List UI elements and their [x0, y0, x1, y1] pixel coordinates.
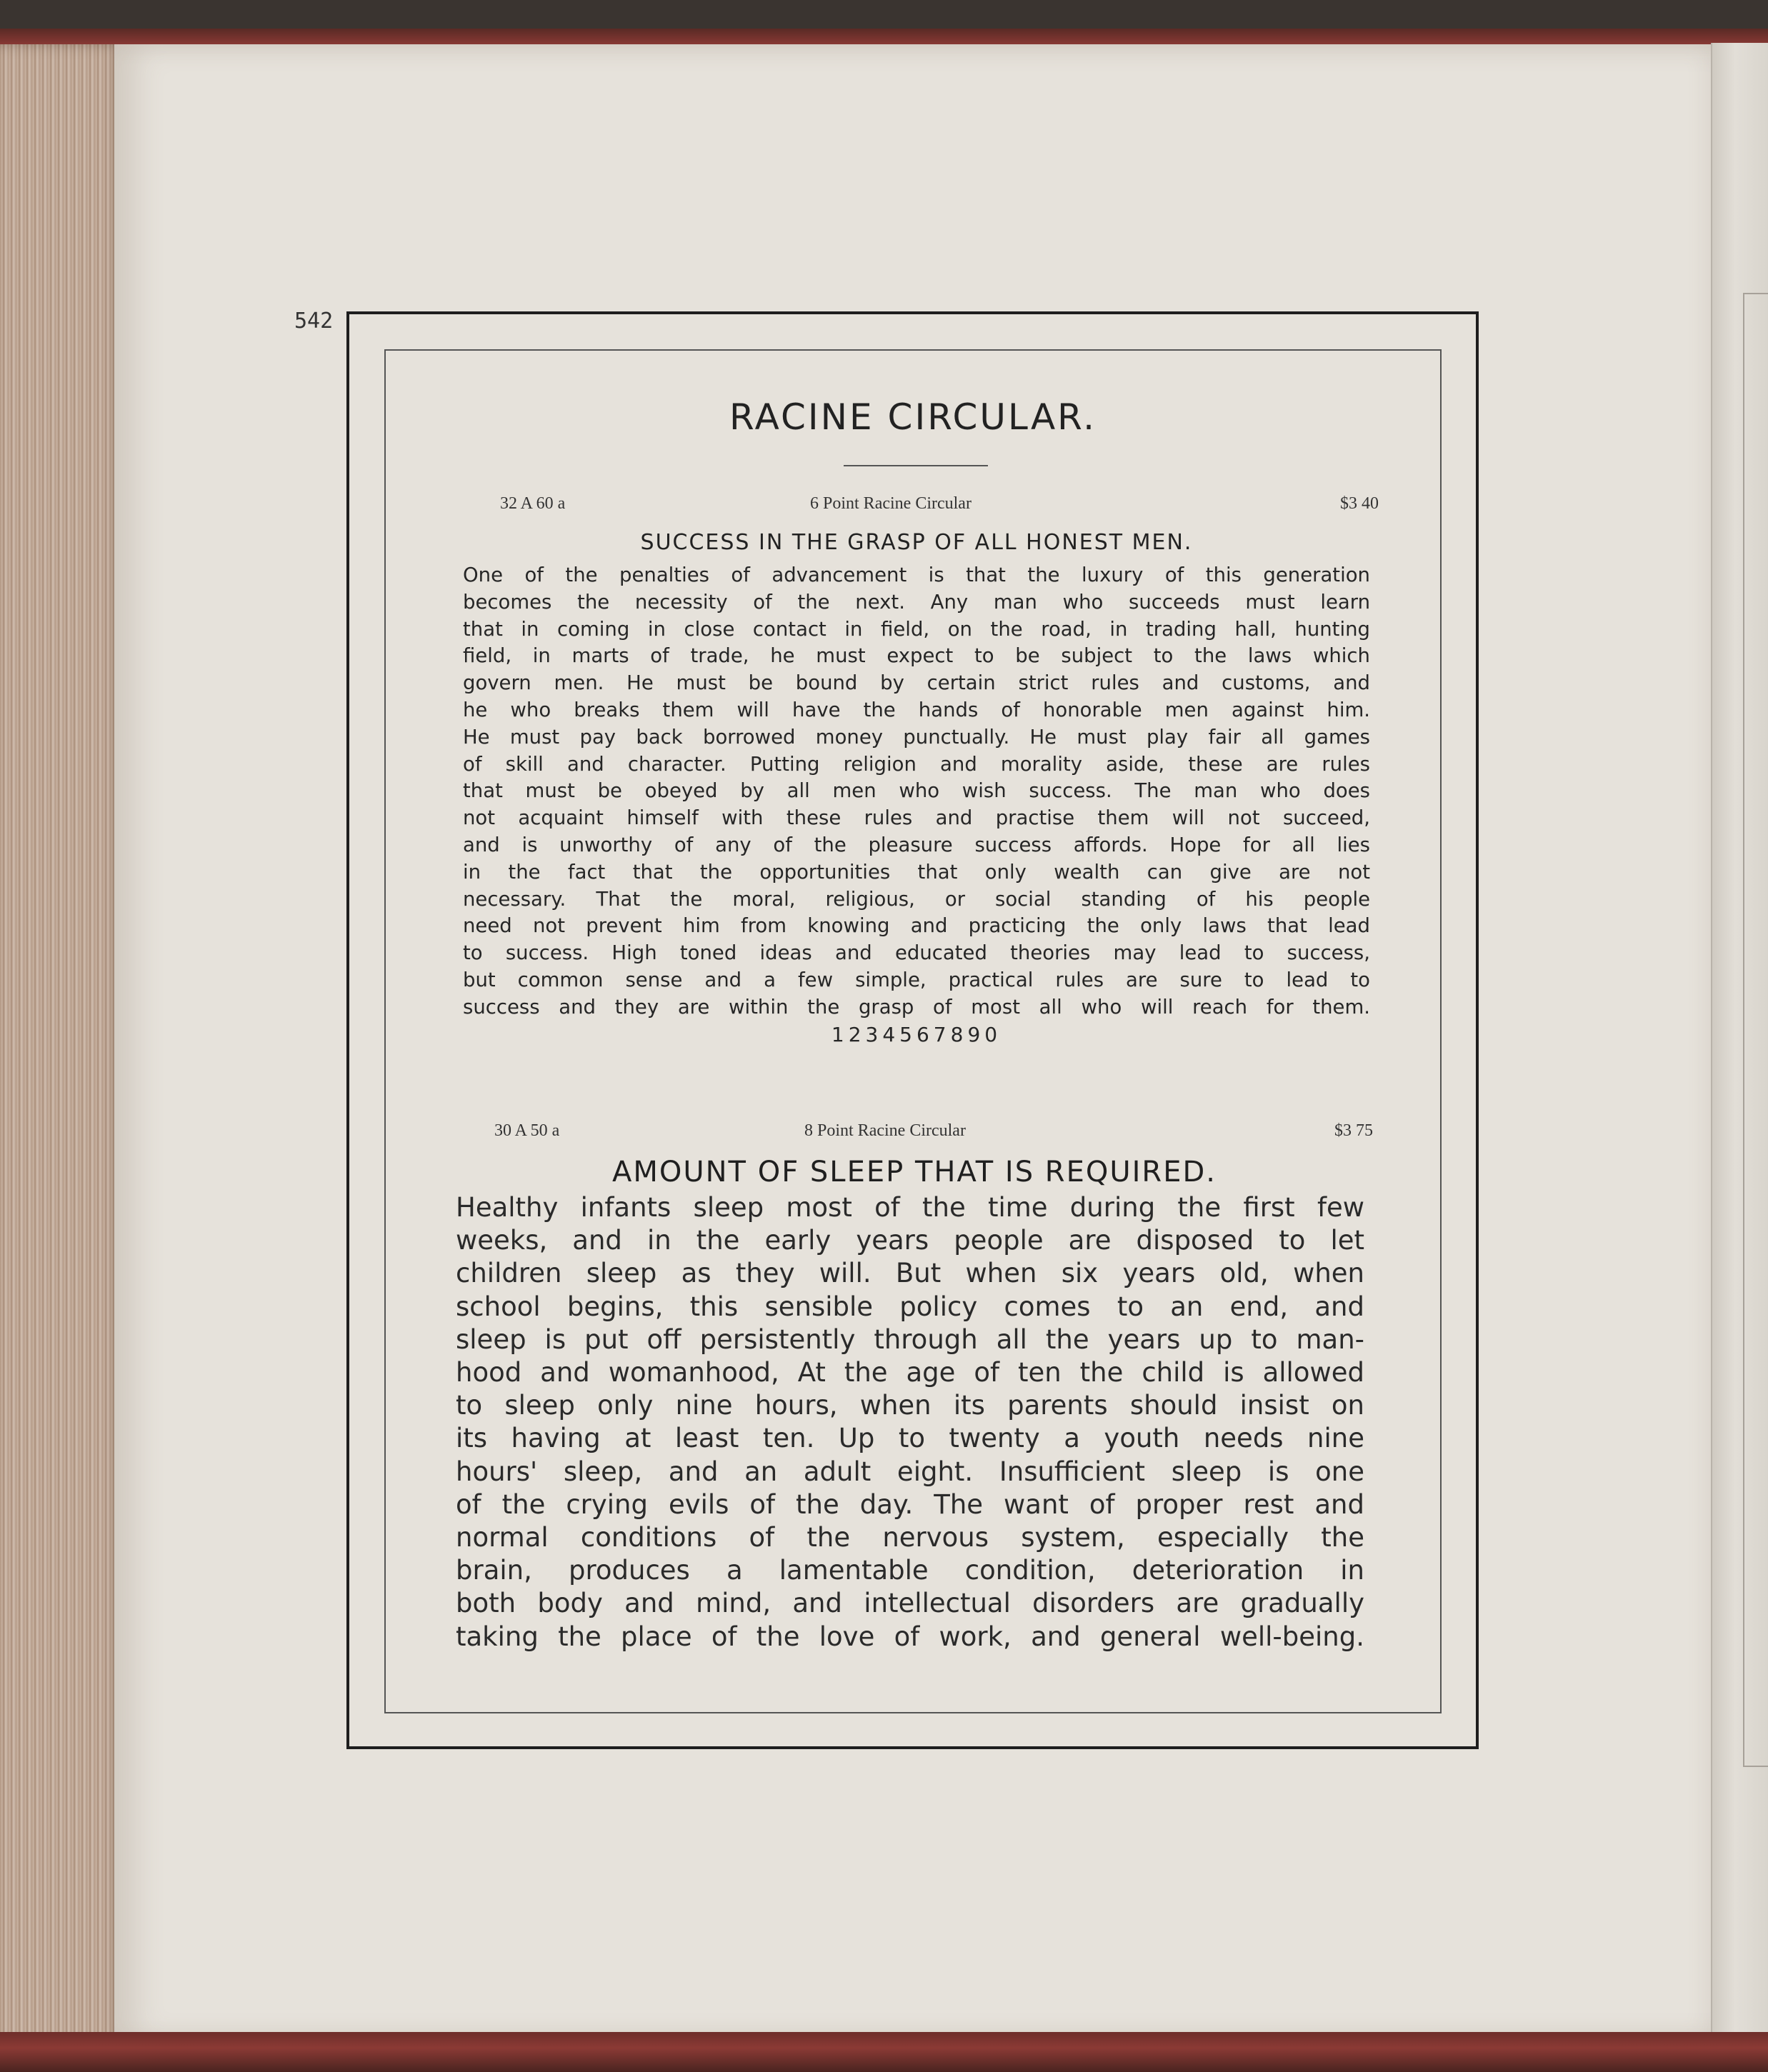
- text-line: not acquaint himself with these rules and practise them will not succeed,: [463, 806, 1370, 830]
- text-line: brain, produces a lamentable condition, deterioration in: [456, 1555, 1364, 1586]
- text-line: he who breaks them will have the hands of honorable men against him.: [463, 698, 1370, 721]
- specimen-2-price: $3 75: [1334, 1121, 1373, 1140]
- page-number: 542: [294, 309, 334, 334]
- text-line: field, in marts of trade, he must expect to be subject to the laws which: [463, 644, 1370, 668]
- text-line: to success. High toned ideas and educated theories may lead to success,: [463, 941, 1370, 965]
- text-line: of skill and character. Putting religion and morality aside, these are rules: [463, 752, 1370, 776]
- book-cover-bottom-edge: [0, 2032, 1768, 2072]
- text-line: Healthy infants sleep most of the time during the first few: [456, 1192, 1364, 1223]
- text-line: children sleep as they will. But when six years old, when: [456, 1258, 1364, 1289]
- page-title: RACINE CIRCULAR.: [729, 396, 1097, 438]
- facing-page-frame: [1743, 293, 1768, 1767]
- stacked-page-edges: [0, 44, 125, 2044]
- text-line: govern men. He must be bound by certain strict rules and customs, and: [463, 671, 1370, 695]
- text-line: to sleep only nine hours, when its parents should insist on: [456, 1390, 1364, 1421]
- text-line: hood and womanhood, At the age of ten the child is allowed: [456, 1357, 1364, 1388]
- text-line: necessary. That the moral, religious, or social standing of his people: [463, 887, 1370, 911]
- text-line: its having at least ten. Up to twenty a youth needs nine: [456, 1423, 1364, 1454]
- text-line: taking the place of the love of work, and general well-being.: [456, 1621, 1364, 1652]
- specimen-1-name: 6 Point Racine Circular: [810, 494, 972, 513]
- text-line: but common sense and a few simple, practical rules are sure to lead to: [463, 968, 1370, 991]
- text-line: that must be obeyed by all men who wish success. The man who does: [463, 779, 1370, 803]
- title-divider-rule: [844, 465, 988, 466]
- specimen-2-name: 8 Point Racine Circular: [804, 1121, 966, 1140]
- text-line: sleep is put off persistently through all the years up to man-: [456, 1323, 1364, 1355]
- specimen-1-body-text: [463, 562, 1370, 1021]
- specimen-1-price: $3 40: [1340, 494, 1379, 513]
- text-line: He must pay back borrowed money punctually. He must play fair all games: [463, 725, 1370, 749]
- text-line: success and they are within the grasp of most all who will reach for them.: [463, 995, 1370, 1019]
- text-line: of the crying evils of the day. The want of proper rest and: [456, 1488, 1364, 1520]
- text-line: becomes the necessity of the next. Any man who succeeds must learn: [463, 590, 1370, 614]
- text-line: and is unworthy of any of the pleasure success affords. Hope for all lies: [463, 833, 1370, 856]
- specimen-2-body-text: [456, 1191, 1364, 1653]
- text-line: One of the penalties of advancement is that the luxury of this generation: [463, 564, 1370, 586]
- text-line: that in coming in close contact in field, on the road, in trading hall, hunting: [463, 617, 1370, 641]
- text-line: both body and mind, and intellectual disorders are gradually: [456, 1588, 1364, 1619]
- specimen-1-numerals: 1234567890: [831, 1023, 1002, 1046]
- text-line: need not prevent him from knowing and practicing the only laws that lead: [463, 914, 1370, 938]
- text-line: hours' sleep, and an adult eight. Insufficient sleep is one: [456, 1456, 1364, 1487]
- specimen-1-font-count: 32 A 60 a: [500, 494, 566, 513]
- text-line: weeks, and in the early years people are disposed to let: [456, 1225, 1364, 1256]
- specimen-2-font-count: 30 A 50 a: [494, 1121, 560, 1140]
- text-line: school begins, this sensible policy comes to an end, and: [456, 1291, 1364, 1322]
- specimen-2-heading: AMOUNT OF SLEEP THAT IS REQUIRED.: [612, 1156, 1217, 1188]
- specimen-1-heading: SUCCESS IN THE GRASP OF ALL HONEST MEN.: [640, 530, 1193, 555]
- text-line: normal conditions of the nervous system, especially the: [456, 1522, 1364, 1553]
- text-line: in the fact that the opportunities that only wealth can give are not: [463, 860, 1370, 884]
